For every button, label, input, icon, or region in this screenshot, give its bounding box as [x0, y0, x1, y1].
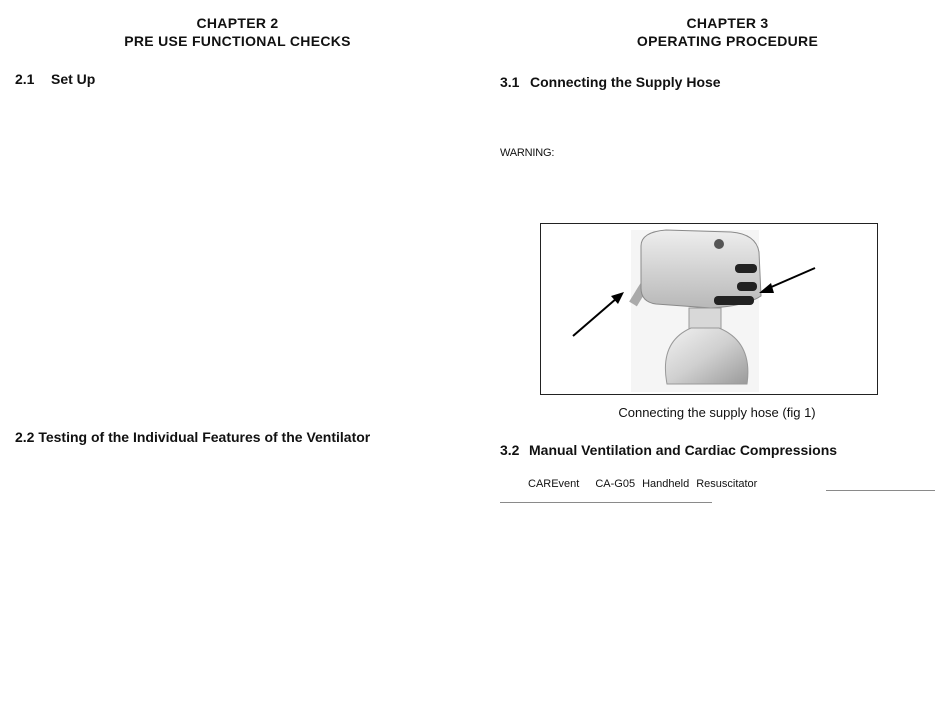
section-3-1-number: 3.1	[500, 74, 520, 90]
chapter-2-number: CHAPTER 2	[196, 15, 279, 31]
section-3-1-title: Connecting the Supply Hose	[530, 74, 721, 90]
figure-frame	[540, 223, 878, 395]
label-button-1	[735, 264, 757, 273]
label-button-2	[737, 282, 757, 291]
chapter-2-heading	[0, 14, 475, 50]
label-button-3	[714, 296, 754, 305]
section-3-2-heading	[500, 442, 837, 458]
footer-rule-right	[826, 490, 935, 491]
control-knob	[714, 239, 724, 249]
section-2-1-number: 2.1	[15, 71, 35, 87]
footer-product-word-1: Handheld	[642, 478, 690, 490]
chapter-3-title: OPERATING PROCEDURE	[636, 33, 819, 49]
figure-caption: Connecting the supply hose (fig 1)	[618, 405, 816, 420]
footer-product-word-2: Resuscitator	[696, 478, 758, 490]
right-arrow-head	[759, 283, 774, 293]
section-3-2-number: 3.2	[500, 442, 520, 458]
warning-label: WARNING:	[500, 147, 555, 159]
resuscitator-device-photo	[541, 224, 877, 394]
section-2-1-heading	[15, 71, 95, 87]
connector-neck	[689, 308, 721, 330]
left-arrow-line	[573, 298, 617, 336]
footer-brand: CAREvent	[528, 478, 580, 490]
right-arrow-line	[769, 268, 815, 288]
section-3-2-title: Manual Ventilation and Cardiac Compressions	[529, 442, 838, 458]
chapter-3-number: CHAPTER 3	[686, 15, 769, 31]
section-2-2-heading: 2.2 Testing of the Individual Features of the Ventilator	[15, 429, 371, 445]
section-2-1-title: Set Up	[51, 71, 96, 87]
section-3-1-heading	[500, 74, 721, 90]
chapter-2-title: PRE USE FUNCTIONAL CHECKS	[124, 33, 351, 49]
footer-rule-left	[500, 502, 712, 503]
page-footer	[528, 478, 757, 490]
chapter-3-heading	[475, 14, 950, 50]
footer-model: CA-G05	[595, 478, 636, 490]
